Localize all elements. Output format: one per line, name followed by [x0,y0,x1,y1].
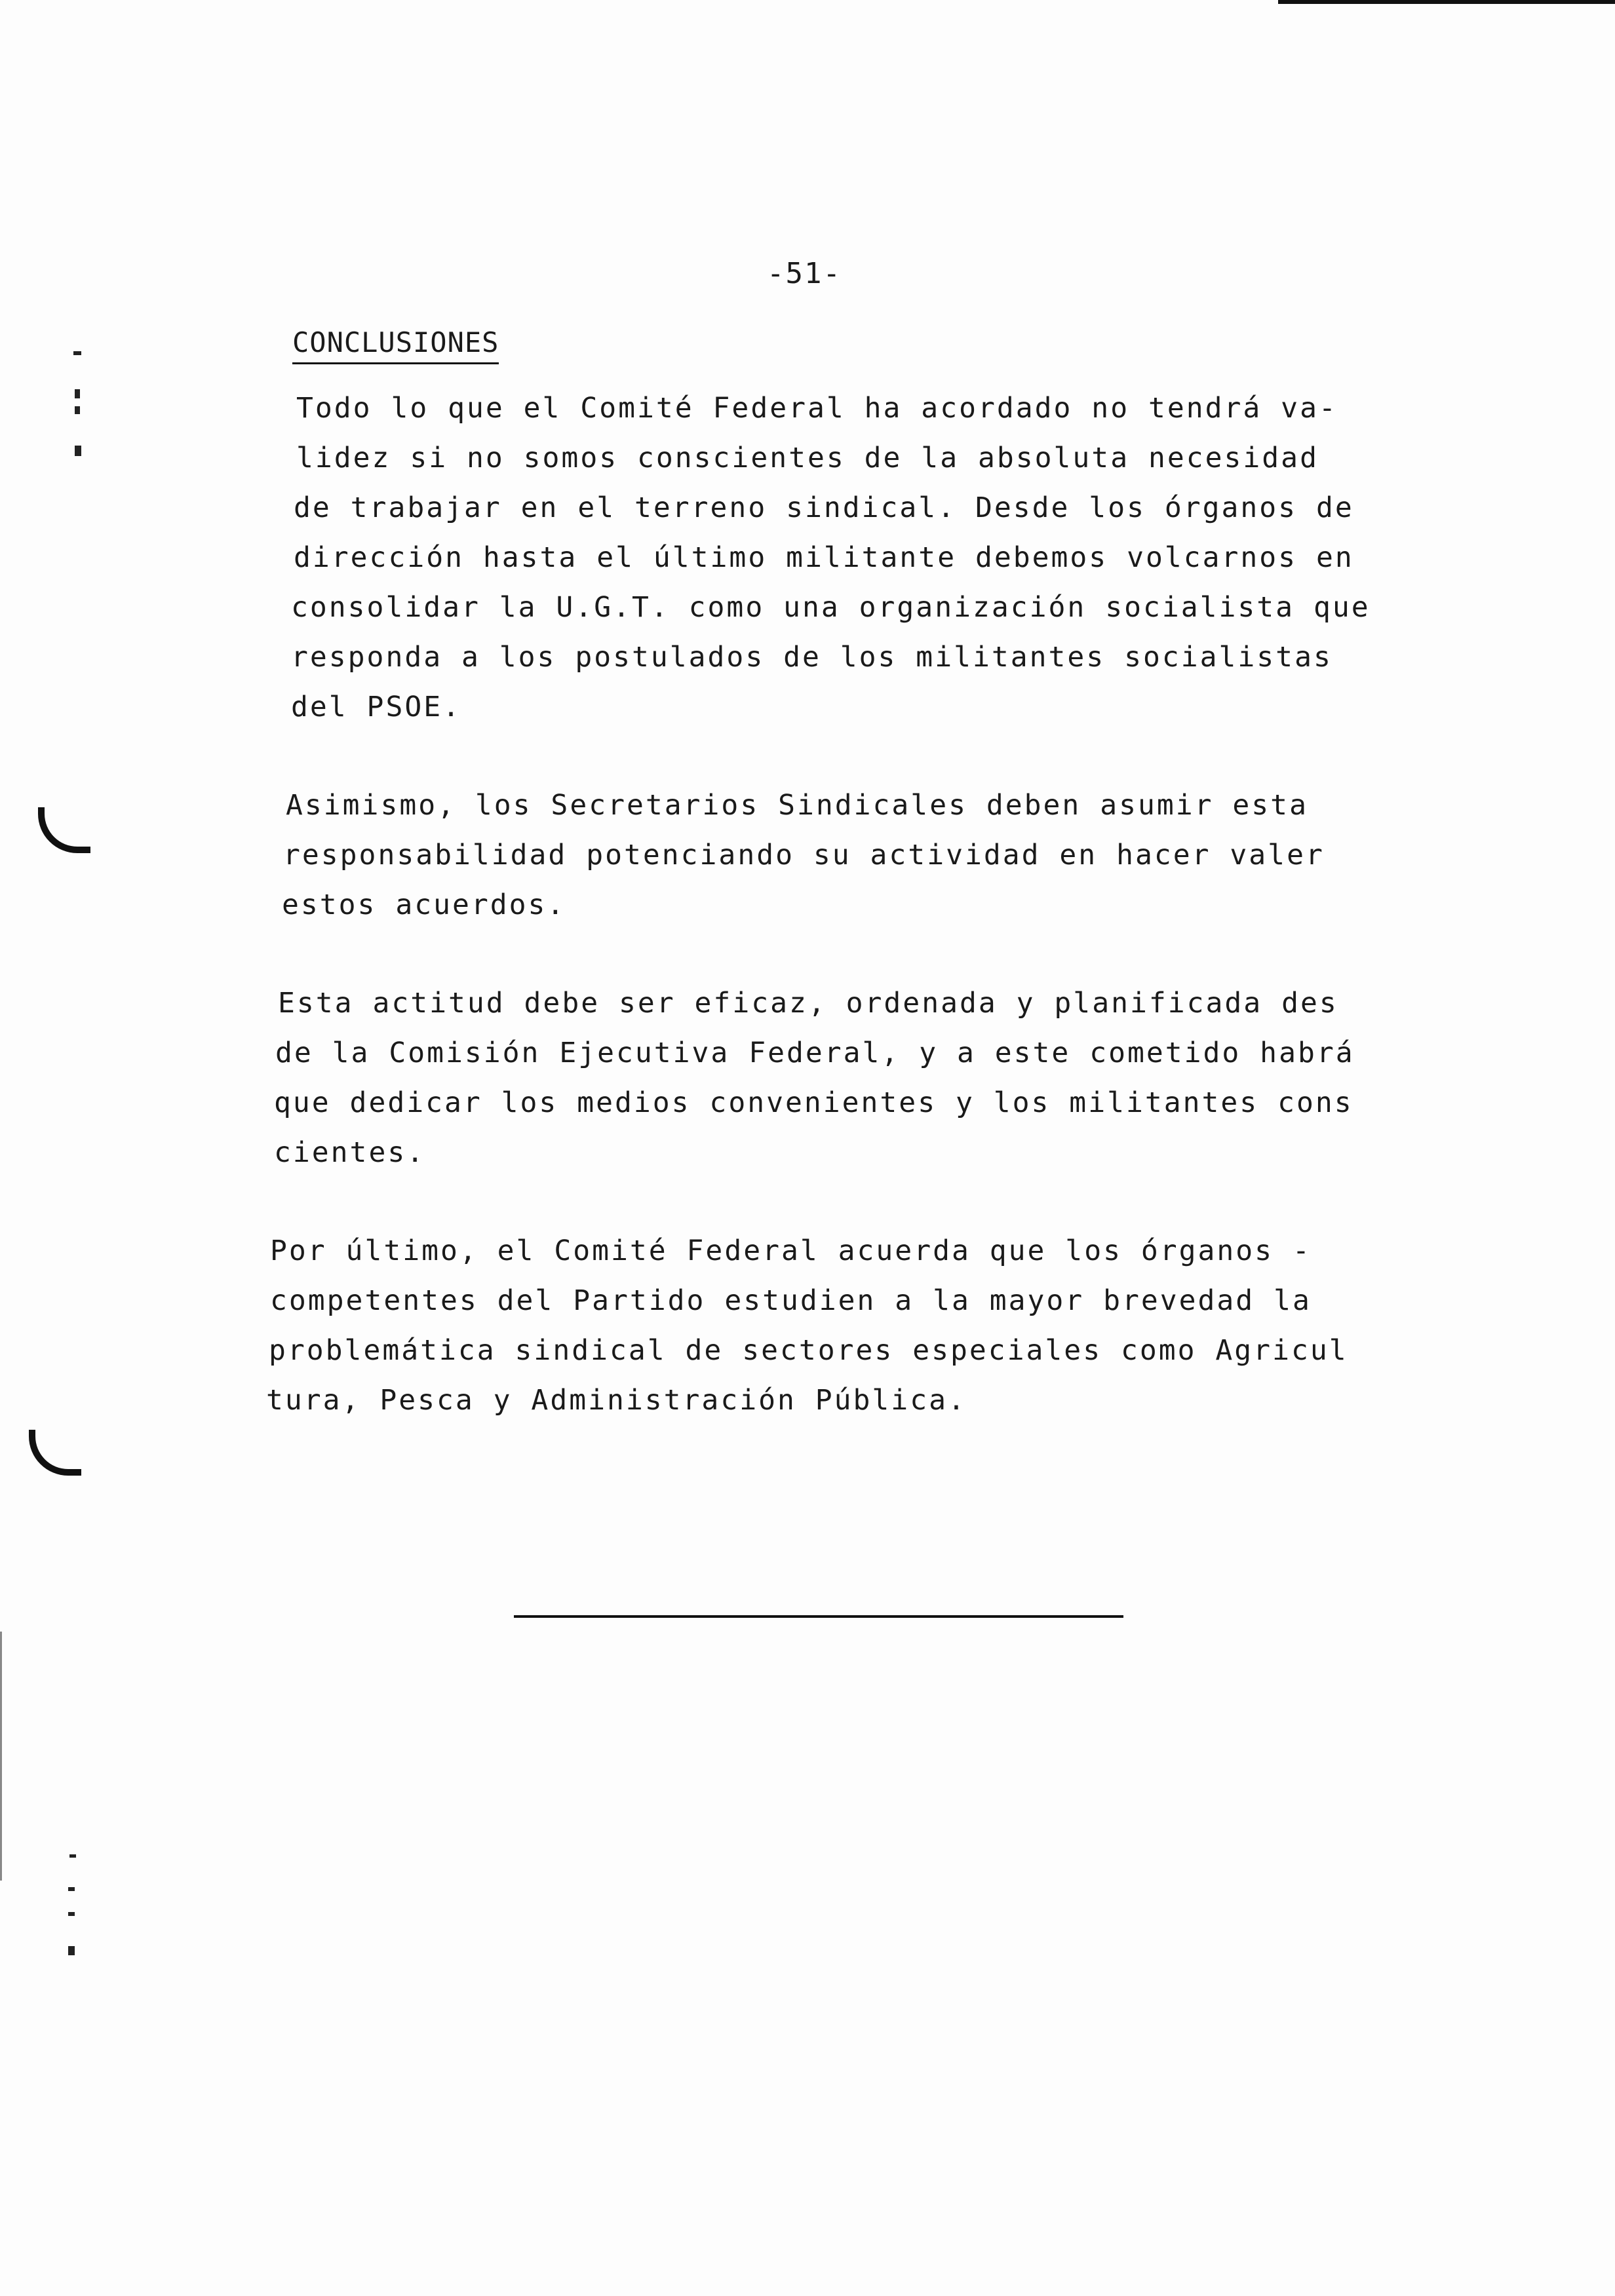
paragraph-1-line-6: responda a los postulados de los militantes socialistas [291,641,1333,674]
binding-ring-mark [38,807,90,853]
page-edge-shadow [0,1632,2,1881]
top-edge-rule [1278,0,1615,4]
punch-mark [75,389,80,398]
section-heading: CONCLUSIONES [292,326,499,364]
punch-mark [73,351,81,355]
punch-mark [68,1912,75,1916]
binding-ring-mark [29,1430,81,1476]
paragraph-3-line-2: de la Comisión Ejecutiva Federal, y a este cometido habrá [275,1037,1355,1069]
closing-rule [514,1615,1123,1618]
paragraph-2-line-1: Asimismo, los Secretarios Sindicales deben asumir esta [286,789,1308,822]
paragraph-4-line-4: tura, Pesca y Administración Pública. [266,1384,967,1417]
paragraph-1-line-7: del PSOE. [291,691,461,723]
paragraph-4-line-1: Por último, el Comité Federal acuerda que los órganos - [270,1234,1312,1267]
paragraph-1-line-2: lidez si no somos conscientes de la absoluta necesidad [296,442,1319,474]
paragraph-1-line-3: de trabajar en el terreno sindical. Desde los órganos de [294,491,1354,524]
paragraph-4-line-3: problemática sindical de sectores especiales como Agricul [269,1334,1348,1367]
paragraph-3-line-1: Esta actitud debe ser eficaz, ordenada y planificada des [278,987,1338,1020]
paragraph-2-line-3: estos acuerdos. [282,889,566,921]
paragraph-1-line-4: dirección hasta el último militante debemos volcarnos en [294,541,1354,574]
paragraph-2-line-2: responsabilidad potenciando su actividad en hacer valer [283,839,1325,871]
punch-mark [68,1887,75,1891]
page-number: -51- [767,257,842,290]
punch-mark [68,1946,75,1955]
paragraph-4-line-2: competentes del Partido estudien a la mayor brevedad la [270,1284,1312,1317]
paragraph-3-line-3: que dedicar los medios convenientes y los militantes cons [274,1086,1353,1119]
paragraph-1-line-1: Todo lo que el Comité Federal ha acordado no tendrá va- [296,392,1338,425]
paragraph-1-line-5: consolidar la U.G.T. como una organización socialista que [291,591,1371,624]
punch-mark [75,406,80,414]
punch-mark [69,1854,76,1858]
paragraph-3-line-4: cientes. [274,1136,426,1169]
punch-mark [75,446,81,456]
